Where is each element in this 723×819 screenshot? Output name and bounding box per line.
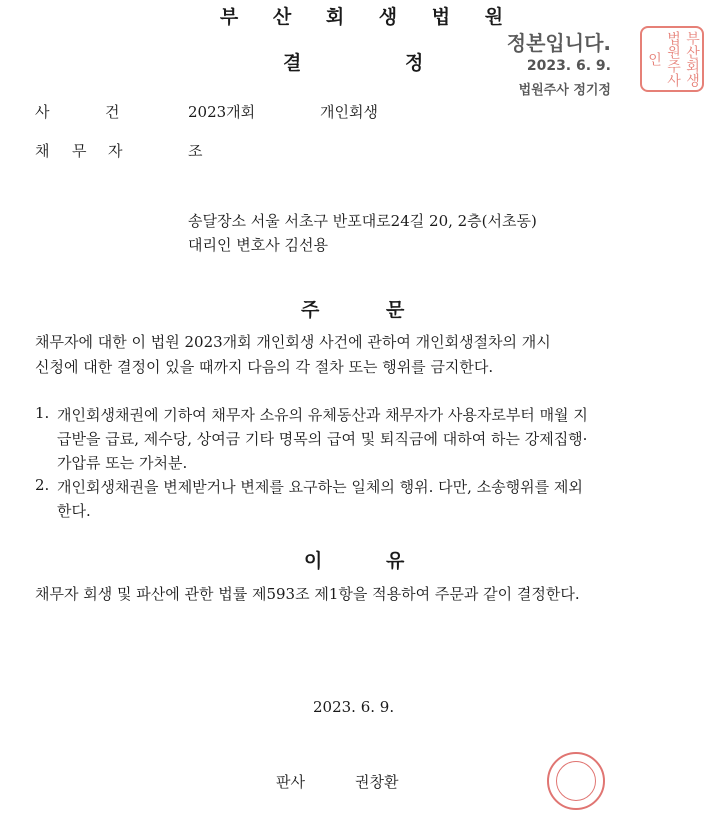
- order-item-text-line: 개인회생채권을 변제받거나 변제를 요구하는 일체의 행위. 다만, 소송행위를 제외: [57, 478, 583, 496]
- order-item-number: 2.: [35, 476, 50, 494]
- document-title-left: 결: [283, 52, 302, 74]
- certified-copy-label: 정본입니다.: [506, 31, 611, 55]
- case-label-char-2: 건: [105, 103, 120, 121]
- order-item-text-line: 가압류 또는 가처분.: [57, 454, 188, 472]
- reason-heading-right: 유: [386, 550, 405, 572]
- court-name: 부 산 회 생 법 원: [219, 6, 518, 28]
- debtor-name: 조: [188, 142, 203, 160]
- order-heading-left: 주: [301, 299, 320, 321]
- order-item-text-line: 한다.: [57, 502, 91, 520]
- case-label-char-1: 사: [35, 103, 50, 121]
- judge-seal-stamp: [547, 752, 605, 810]
- debtor-label-char-1: 채: [35, 142, 50, 160]
- case-number: 2023개회: [188, 103, 256, 121]
- certifying-clerk: 법원주사 정기정: [518, 83, 611, 98]
- order-item-text-line: 개인회생채권에 기하여 채무자 소유의 유체동산과 채무자가 사용자로부터 매월 지: [57, 406, 588, 424]
- case-type: 개인회생: [320, 103, 378, 121]
- delivery-place: 송달장소 서울 서초구 반포대로24길 20, 2층(서초동): [188, 212, 537, 230]
- decision-date: 2023. 6. 9.: [313, 698, 395, 716]
- debtor-label-char-2: 무: [72, 142, 87, 160]
- order-heading-right: 문: [386, 299, 405, 321]
- judge-name: 권창환: [355, 773, 399, 791]
- order-item-number: 1.: [35, 404, 50, 422]
- order-item-text-line: 급받을 급료, 제수당, 상여금 기타 명목의 급여 및 퇴직금에 대하여 하는 강제집행·: [57, 430, 588, 448]
- judge-title: 판사: [276, 773, 305, 791]
- reason-heading-left: 이: [304, 550, 323, 572]
- attorney: 대리인 변호사 김선용: [188, 236, 328, 254]
- reason-text: 채무자 회생 및 파산에 관한 법률 제593조 제1항을 적용하여 주문과 같이 결정한다.: [35, 585, 580, 603]
- order-intro-line-1: 채무자에 대한 이 법원 2023개회 개인회생 사건에 관하여 개인회생절차의 개시: [35, 333, 551, 351]
- certification-date: 2023. 6. 9.: [526, 58, 611, 74]
- order-intro-line-2: 신청에 대한 결정이 있을 때까지 다음의 각 절차 또는 행위를 금지한다.: [35, 358, 494, 376]
- debtor-label-char-3: 자: [108, 142, 123, 160]
- clerk-seal-stamp: 부산회생법원주사인: [640, 26, 704, 92]
- document-title-right: 정: [405, 52, 424, 74]
